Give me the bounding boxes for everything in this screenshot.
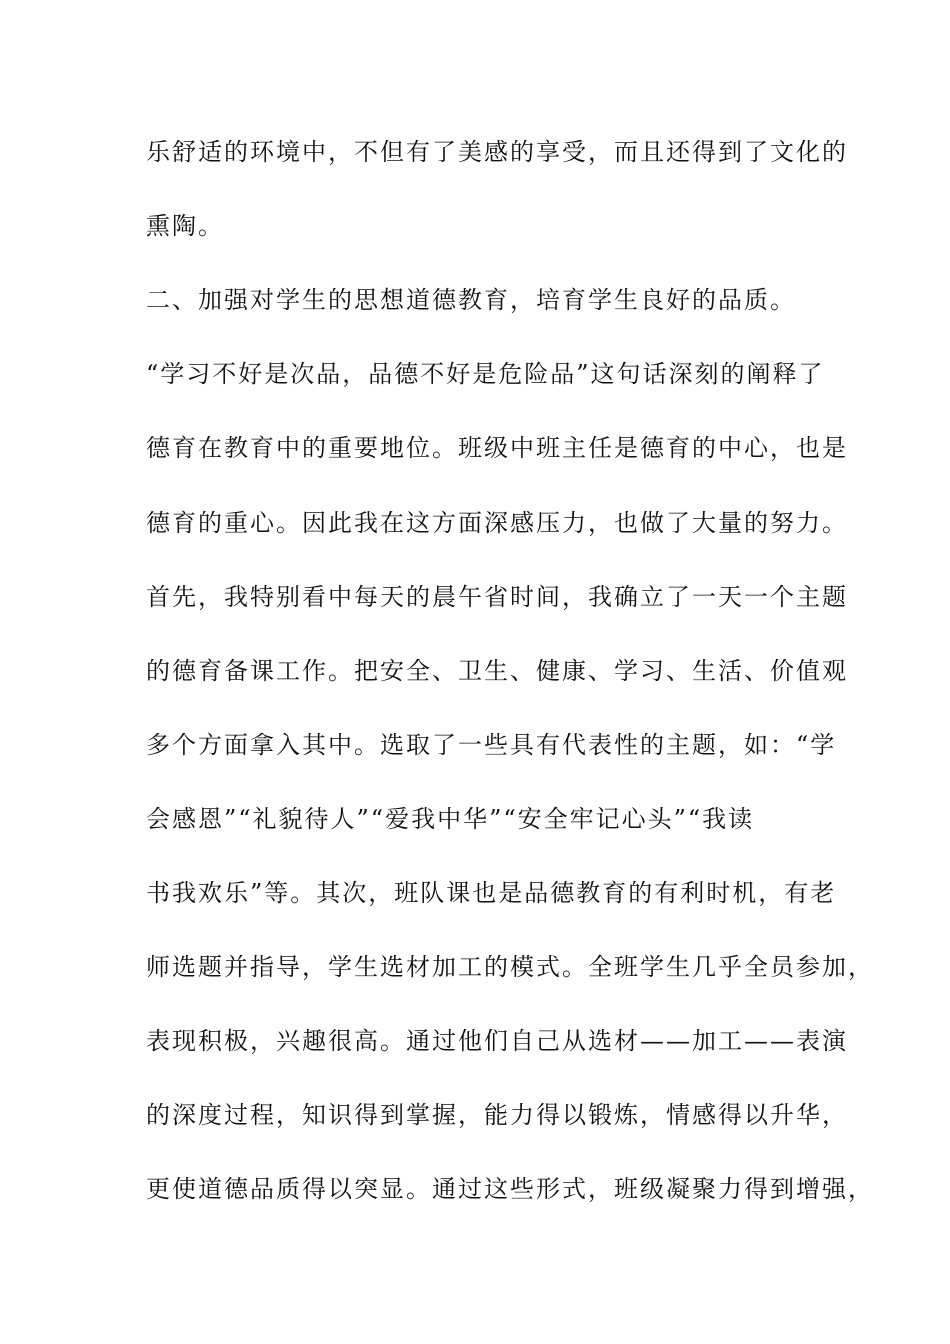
text-line: 乐舒适的环境中，不但有了美感的享受，而且还得到了文化的 — [146, 138, 848, 166]
text-line: 书我欢乐”等。其次，班队课也是品德教育的有利时机，有老 — [146, 879, 837, 907]
text-line: 德育的重心。因此我在这方面深感压力，也做了大量的努力。 — [146, 509, 848, 537]
text-line: 多个方面拿入其中。选取了一些具有代表性的主题，如：“学 — [146, 731, 837, 759]
text-line: 德育在教育中的重要地位。班级中班主任是德育的中心，也是 — [146, 434, 848, 462]
text-line: 首先，我特别看中每天的晨午省时间，我确立了一天一个主题 — [146, 583, 848, 611]
text-line: 的德育备课工作。把安全、卫生、健康、学习、生活、价值观 — [146, 657, 848, 685]
text-line: 的深度过程，知识得到掌握，能力得以锻炼，情感得以升华， — [146, 1101, 848, 1129]
text-line: 会感恩”“礼貌待人”“爱我中华”“安全牢记心头”“我读 — [146, 805, 755, 833]
text-line: 熏陶。 — [146, 212, 224, 240]
text-line: “学习不好是次品，品德不好是危险品”这句话深刻的阐释了 — [146, 360, 825, 388]
text-line: 师选题并指导，学生选材加工的模式。全班学生几乎全员参加， — [146, 953, 874, 981]
text-line: 更使道德品质得以突显。通过这些形式，班级凝聚力得到增强， — [146, 1175, 874, 1203]
section-heading: 二、加强对学生的思想道德教育，培育学生良好的品质。 — [146, 286, 796, 314]
text-line: 表现积极，兴趣很高。通过他们自己从选材——加工——表演 — [146, 1027, 848, 1055]
